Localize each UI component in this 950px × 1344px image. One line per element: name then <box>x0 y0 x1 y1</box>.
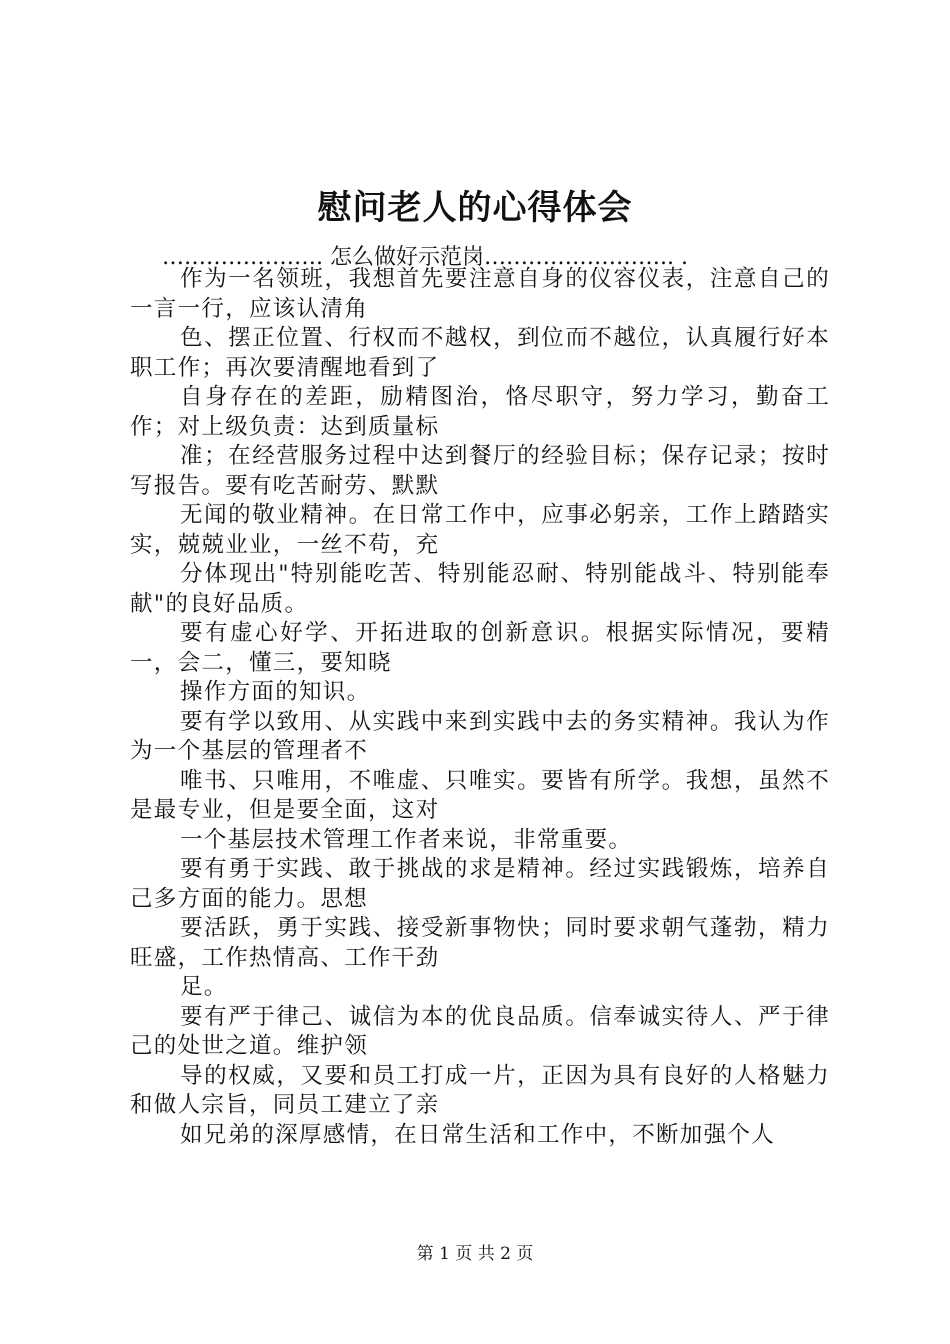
section-heading: …………………. 怎么做好示范岗…………………….. . <box>162 245 688 270</box>
paragraph: 要有严于律己、诚信为本的优良品质。信奉诚实待人、严于律己的处世之道。维护领 <box>130 1003 830 1059</box>
paragraph: 准；在经营服务过程中达到餐厅的经验目标；保存记录；按时写报告。要有吃苦耐劳、默默 <box>130 443 830 499</box>
paragraph: 唯书、只唯用，不唯虚、只唯实。要皆有所学。我想，虽然不是最专业，但是要全面，这对 <box>130 767 830 823</box>
paragraph: 足。 <box>180 974 228 1000</box>
paragraph: 无闻的敬业精神。在日常工作中，应事必躬亲，工作上踏踏实实，兢兢业业，一丝不苟，充 <box>130 502 830 558</box>
paragraph: 要有虚心好学、开拓进取的创新意识。根据实际情况，要精一，会二，懂三，要知晓 <box>130 620 830 676</box>
paragraph: 要有勇于实践、敢于挑战的求是精神。经过实践锻炼，培养自己多方面的能力。思想 <box>130 856 830 912</box>
paragraph: 一个基层技术管理工作者来说，非常重要。 <box>180 826 633 853</box>
paragraph: 作为一名领班，我想首先要注意自身的仪容仪表，注意自己的一言一行，应该认清角 <box>130 266 830 322</box>
paragraph: 要有学以致用、从实践中来到实践中去的务实精神。我认为作为一个基层的管理者不 <box>130 708 830 764</box>
paragraph: 要活跃，勇于实践、接受新事物快；同时要求朝气蓬勃，精力旺盛，工作热情高、工作干劲 <box>130 915 830 971</box>
paragraph: 导的权威，又要和员工打成一片，正因为具有良好的人格魅力和做人宗旨，同员工建立了亲 <box>130 1062 830 1118</box>
document-body <box>130 265 830 1150</box>
page-number-footer: 第 1 页 共 2 页 <box>416 1244 534 1264</box>
paragraph: 自身存在的差距，励精图治，恪尽职守，努力学习，勤奋工作；对上级负责：达到质量标 <box>130 384 830 440</box>
paragraph: 色、摆正位置、行权而不越权，到位而不越位，认真履行好本职工作；再次要清醒地看到了 <box>130 325 830 381</box>
paragraph: 操作方面的知识。 <box>180 679 371 705</box>
paragraph: 如兄弟的深厚感情，在日常生活和工作中，不断加强个人 <box>180 1121 776 1148</box>
paragraph: 分体现出"特别能吃苦、特别能忍耐、特别能战斗、特别能奉献"的良好品质。 <box>130 561 830 617</box>
page-title: 慰问老人的心得体会 <box>317 188 633 228</box>
